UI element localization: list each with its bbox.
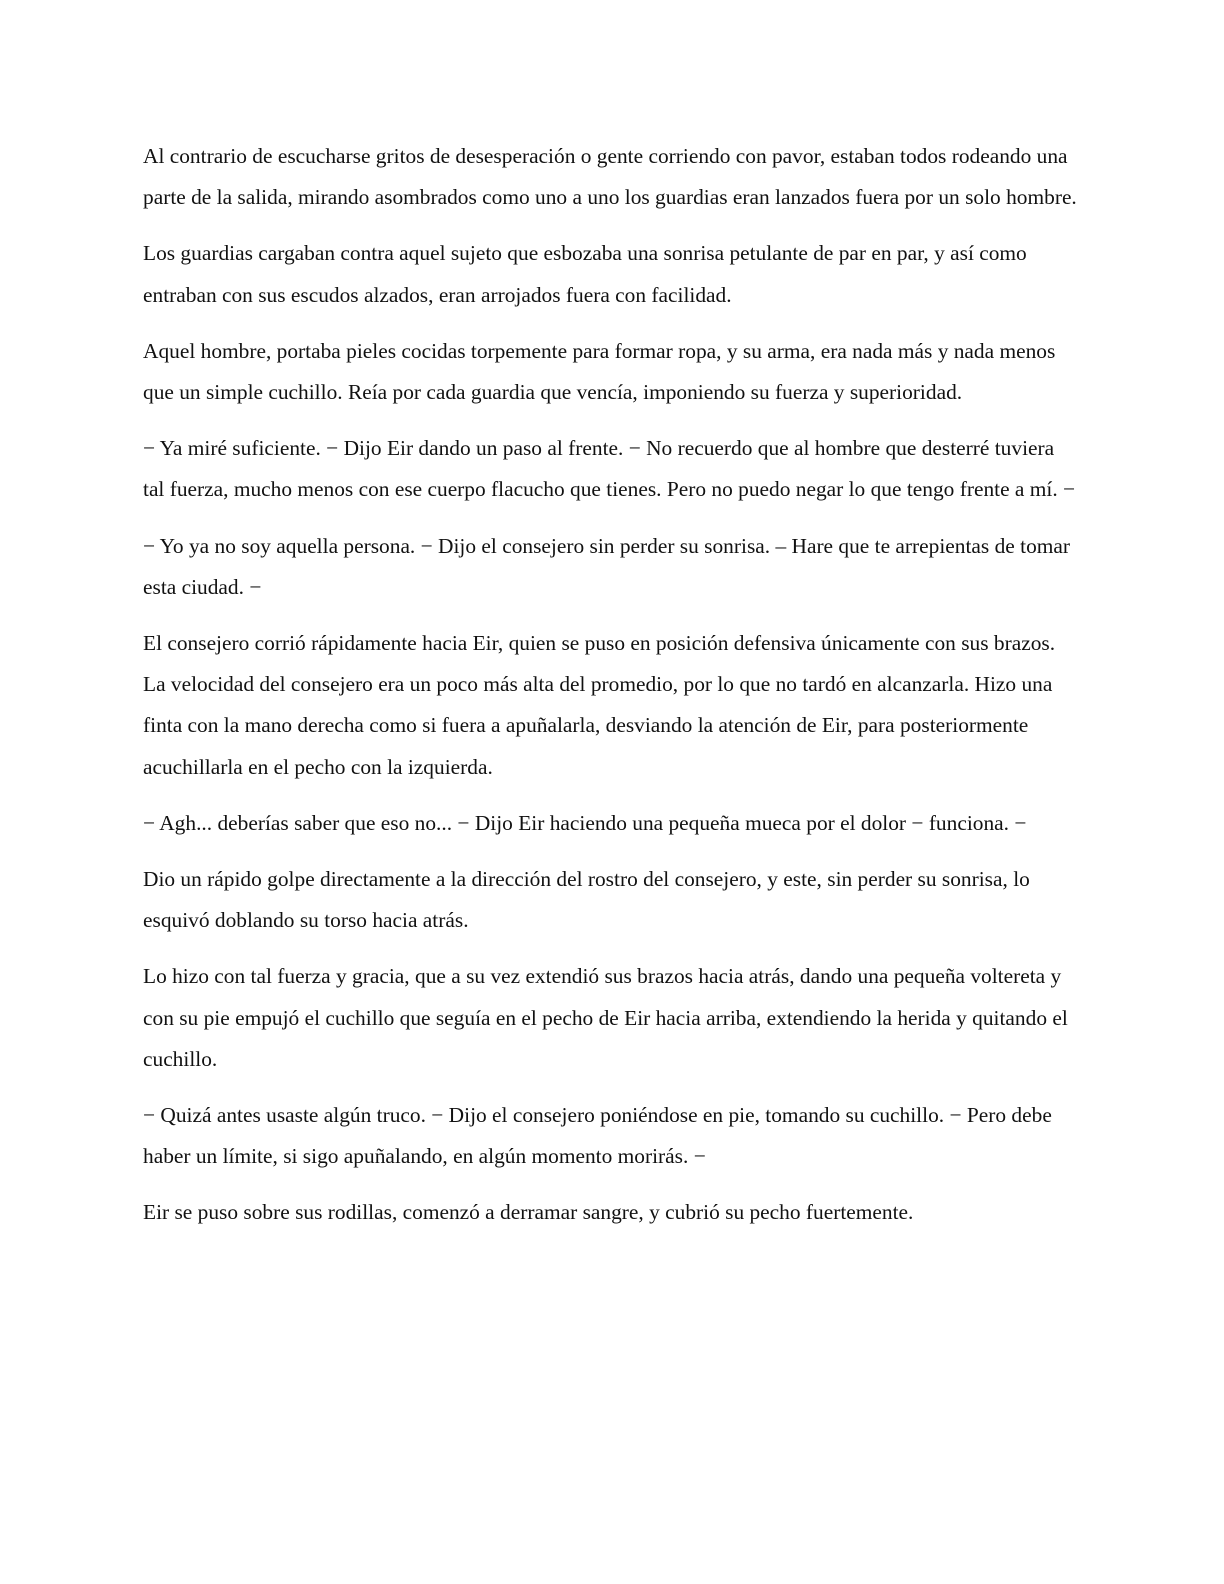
dialogue-paragraph: − Quizá antes usaste algún truco. − Dijo el consejero poniéndose en pie, tomando su cuchillo. − Pero debe haber un límite, si sigo apuñalando, en algún momento morirás. − — [143, 1103, 1052, 1169]
dialogue-paragraph: − Ya miré suficiente. − Dijo Eir dando un paso al frente. − No recuerdo que al hombre que desterré tuviera tal fuerza, mucho menos con ese cuerpo flacucho que tienes. Pero no puedo negar lo que tengo frente a mí. − — [143, 436, 1076, 502]
paragraph: Aquel hombre, portaba pieles cocidas torpemente para formar ropa, y su arma, era nada más y nada menos que un simple cuchillo. Reía por cada guardia que vencía, imponiendo su fuerza y superioridad. — [143, 338, 1056, 405]
dialogue-paragraph: − Agh... deberías saber que eso no... − Dijo Eir haciendo una pequeña mueca por el dolor − funciona. − — [143, 810, 1027, 835]
paragraph: Los guardias cargaban contra aquel sujeto que esbozaba una sonrisa petulante de par en par, y así como entraban con sus escudos alzados, eran arrojados fuera con facilidad. — [143, 241, 1027, 307]
paragraph: Dio un rápido golpe directamente a la dirección del rostro del consejero, y este, sin perder su sonrisa, lo esquivó doblando su torso hacia atrás. — [143, 867, 1030, 933]
paragraph: El consejero corrió rápidamente hacia Eir, quien se puso en posición defensiva únicamente con sus brazos. La velocidad del consejero era un poco más alta del promedio, por lo que no tardó en alcanzarla. Hizo una finta con la mano derecha como si fuera a apuñalarla, desviando la atención de Eir, para posteriormente acuchillarla en el pecho con la izquierda. — [143, 631, 1056, 779]
paragraph: Al contrario de escucharse gritos de desesperación o gente corriendo con pavor, estaban todos rodeando una parte de la salida, mirando asombrados como uno a uno los guardias eran lanzados fuera por un solo hombre. — [143, 144, 1077, 210]
paragraph: Eir se puso sobre sus rodillas, comenzó a derramar sangre, y cubrió su pecho fuertemente. — [143, 1200, 914, 1225]
paragraph: Lo hizo con tal fuerza y gracia, que a su vez extendió sus brazos hacia atrás, dando una pequeña voltereta y con su pie empujó el cuchillo que seguía en el pecho de Eir hacia arriba, extendiendo la herida y quitando el cuchillo. — [143, 964, 1068, 1071]
dialogue-paragraph: − Yo ya no soy aquella persona. − Dijo el consejero sin perder su sonrisa. – Hare que te arrepientas de tomar esta ciudad. − — [143, 533, 1071, 599]
document-body — [143, 136, 1078, 1249]
